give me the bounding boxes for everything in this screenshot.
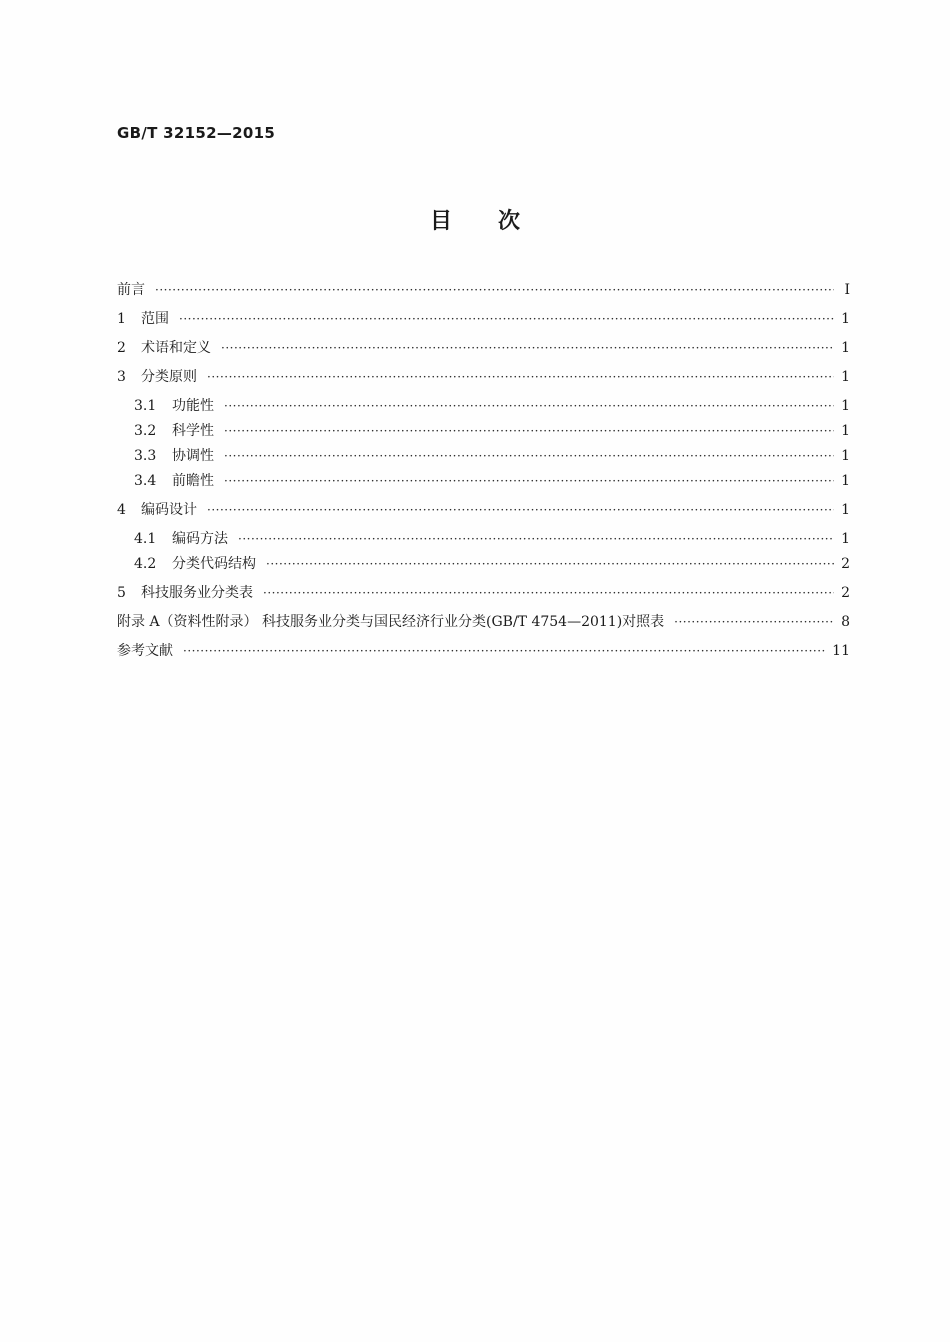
toc-dot-leader xyxy=(179,309,834,329)
toc-entry[interactable] xyxy=(117,612,850,632)
toc-entry-label: 功能性 xyxy=(172,398,214,414)
toc-entry-page: 1 xyxy=(841,502,850,518)
toc-entry-label: 附录 A（资料性附录） 科技服务业分类与国民经济行业分类(GB/T 4754—2011)对照表 xyxy=(117,614,665,630)
toc-entry-page: 1 xyxy=(841,473,850,489)
toc-entry-number: 3.1 xyxy=(134,398,157,414)
toc-entry[interactable] xyxy=(117,446,850,466)
toc-entry-page: 1 xyxy=(841,340,850,356)
toc-entry-label: 编码方法 xyxy=(172,531,228,547)
toc-entry[interactable] xyxy=(117,280,850,300)
toc-entry-page: 1 xyxy=(841,423,850,439)
toc-entry-label: 术语和定义 xyxy=(141,340,211,356)
toc-entry-number: 4.1 xyxy=(134,531,157,547)
toc-entry-page: 1 xyxy=(841,311,850,327)
toc-entry-number: 1 xyxy=(117,311,126,327)
toc-entry-number: 3.3 xyxy=(134,448,157,464)
toc-entry[interactable] xyxy=(117,583,850,603)
toc-dot-leader xyxy=(221,338,834,358)
toc-dot-leader xyxy=(155,280,834,300)
toc-entry-page: 11 xyxy=(832,643,850,659)
toc-entry-label: 范围 xyxy=(141,311,169,327)
toc-entry-label: 科学性 xyxy=(172,423,214,439)
toc-entry-page: Ⅰ xyxy=(844,282,850,298)
toc-dot-leader xyxy=(263,583,834,603)
toc-entry-page: 1 xyxy=(841,398,850,414)
toc-entry[interactable] xyxy=(117,471,850,491)
toc-entry-number: 4.2 xyxy=(134,556,157,572)
toc-entry-label: 参考文献 xyxy=(117,643,173,659)
toc-entry[interactable] xyxy=(117,338,850,358)
toc-entry[interactable] xyxy=(117,554,850,574)
toc-dot-leader xyxy=(674,612,834,632)
toc-entry-page: 2 xyxy=(841,585,850,601)
toc-entry[interactable] xyxy=(117,367,850,387)
toc-dot-leader xyxy=(224,446,834,466)
toc-dot-leader xyxy=(224,396,834,416)
toc-dot-leader xyxy=(266,554,834,574)
standard-number: GB/T 32152—2015 xyxy=(117,124,276,142)
toc-entry-label: 前瞻性 xyxy=(172,473,214,489)
toc-entry-number: 5 xyxy=(117,585,126,601)
toc-entry-page: 2 xyxy=(841,556,850,572)
toc-entry-label: 科技服务业分类表 xyxy=(141,585,253,601)
toc-entry-number: 3.4 xyxy=(134,473,157,489)
toc-entry-number: 2 xyxy=(117,340,126,356)
toc-entry-page: 1 xyxy=(841,531,850,547)
toc-entry[interactable] xyxy=(117,529,850,549)
toc-entry[interactable] xyxy=(117,309,850,329)
toc-dot-leader xyxy=(207,367,834,387)
toc-dot-leader xyxy=(238,529,834,549)
toc-dot-leader xyxy=(183,641,826,661)
toc-entry[interactable] xyxy=(117,396,850,416)
toc-entry-number: 3.2 xyxy=(134,423,157,439)
toc-dot-leader xyxy=(224,421,834,441)
toc-entry[interactable] xyxy=(117,641,850,661)
toc-dot-leader xyxy=(224,471,834,491)
toc-entry-page: 8 xyxy=(841,614,850,630)
toc-entry[interactable] xyxy=(117,500,850,520)
toc-entry-label: 分类原则 xyxy=(141,369,197,385)
table-of-contents xyxy=(117,280,850,661)
toc-entry-number: 4 xyxy=(117,502,126,518)
toc-entry-page: 1 xyxy=(841,448,850,464)
toc-entry-label: 分类代码结构 xyxy=(172,556,256,572)
toc-entry-number: 3 xyxy=(117,369,126,385)
toc-entry-label: 协调性 xyxy=(172,448,214,464)
toc-title: 目次 xyxy=(429,209,566,234)
toc-entry-label: 前言 xyxy=(117,282,145,298)
toc-entry-label: 编码设计 xyxy=(141,502,197,518)
toc-dot-leader xyxy=(207,500,834,520)
toc-entry-page: 1 xyxy=(841,369,850,385)
toc-entry[interactable] xyxy=(117,421,850,441)
